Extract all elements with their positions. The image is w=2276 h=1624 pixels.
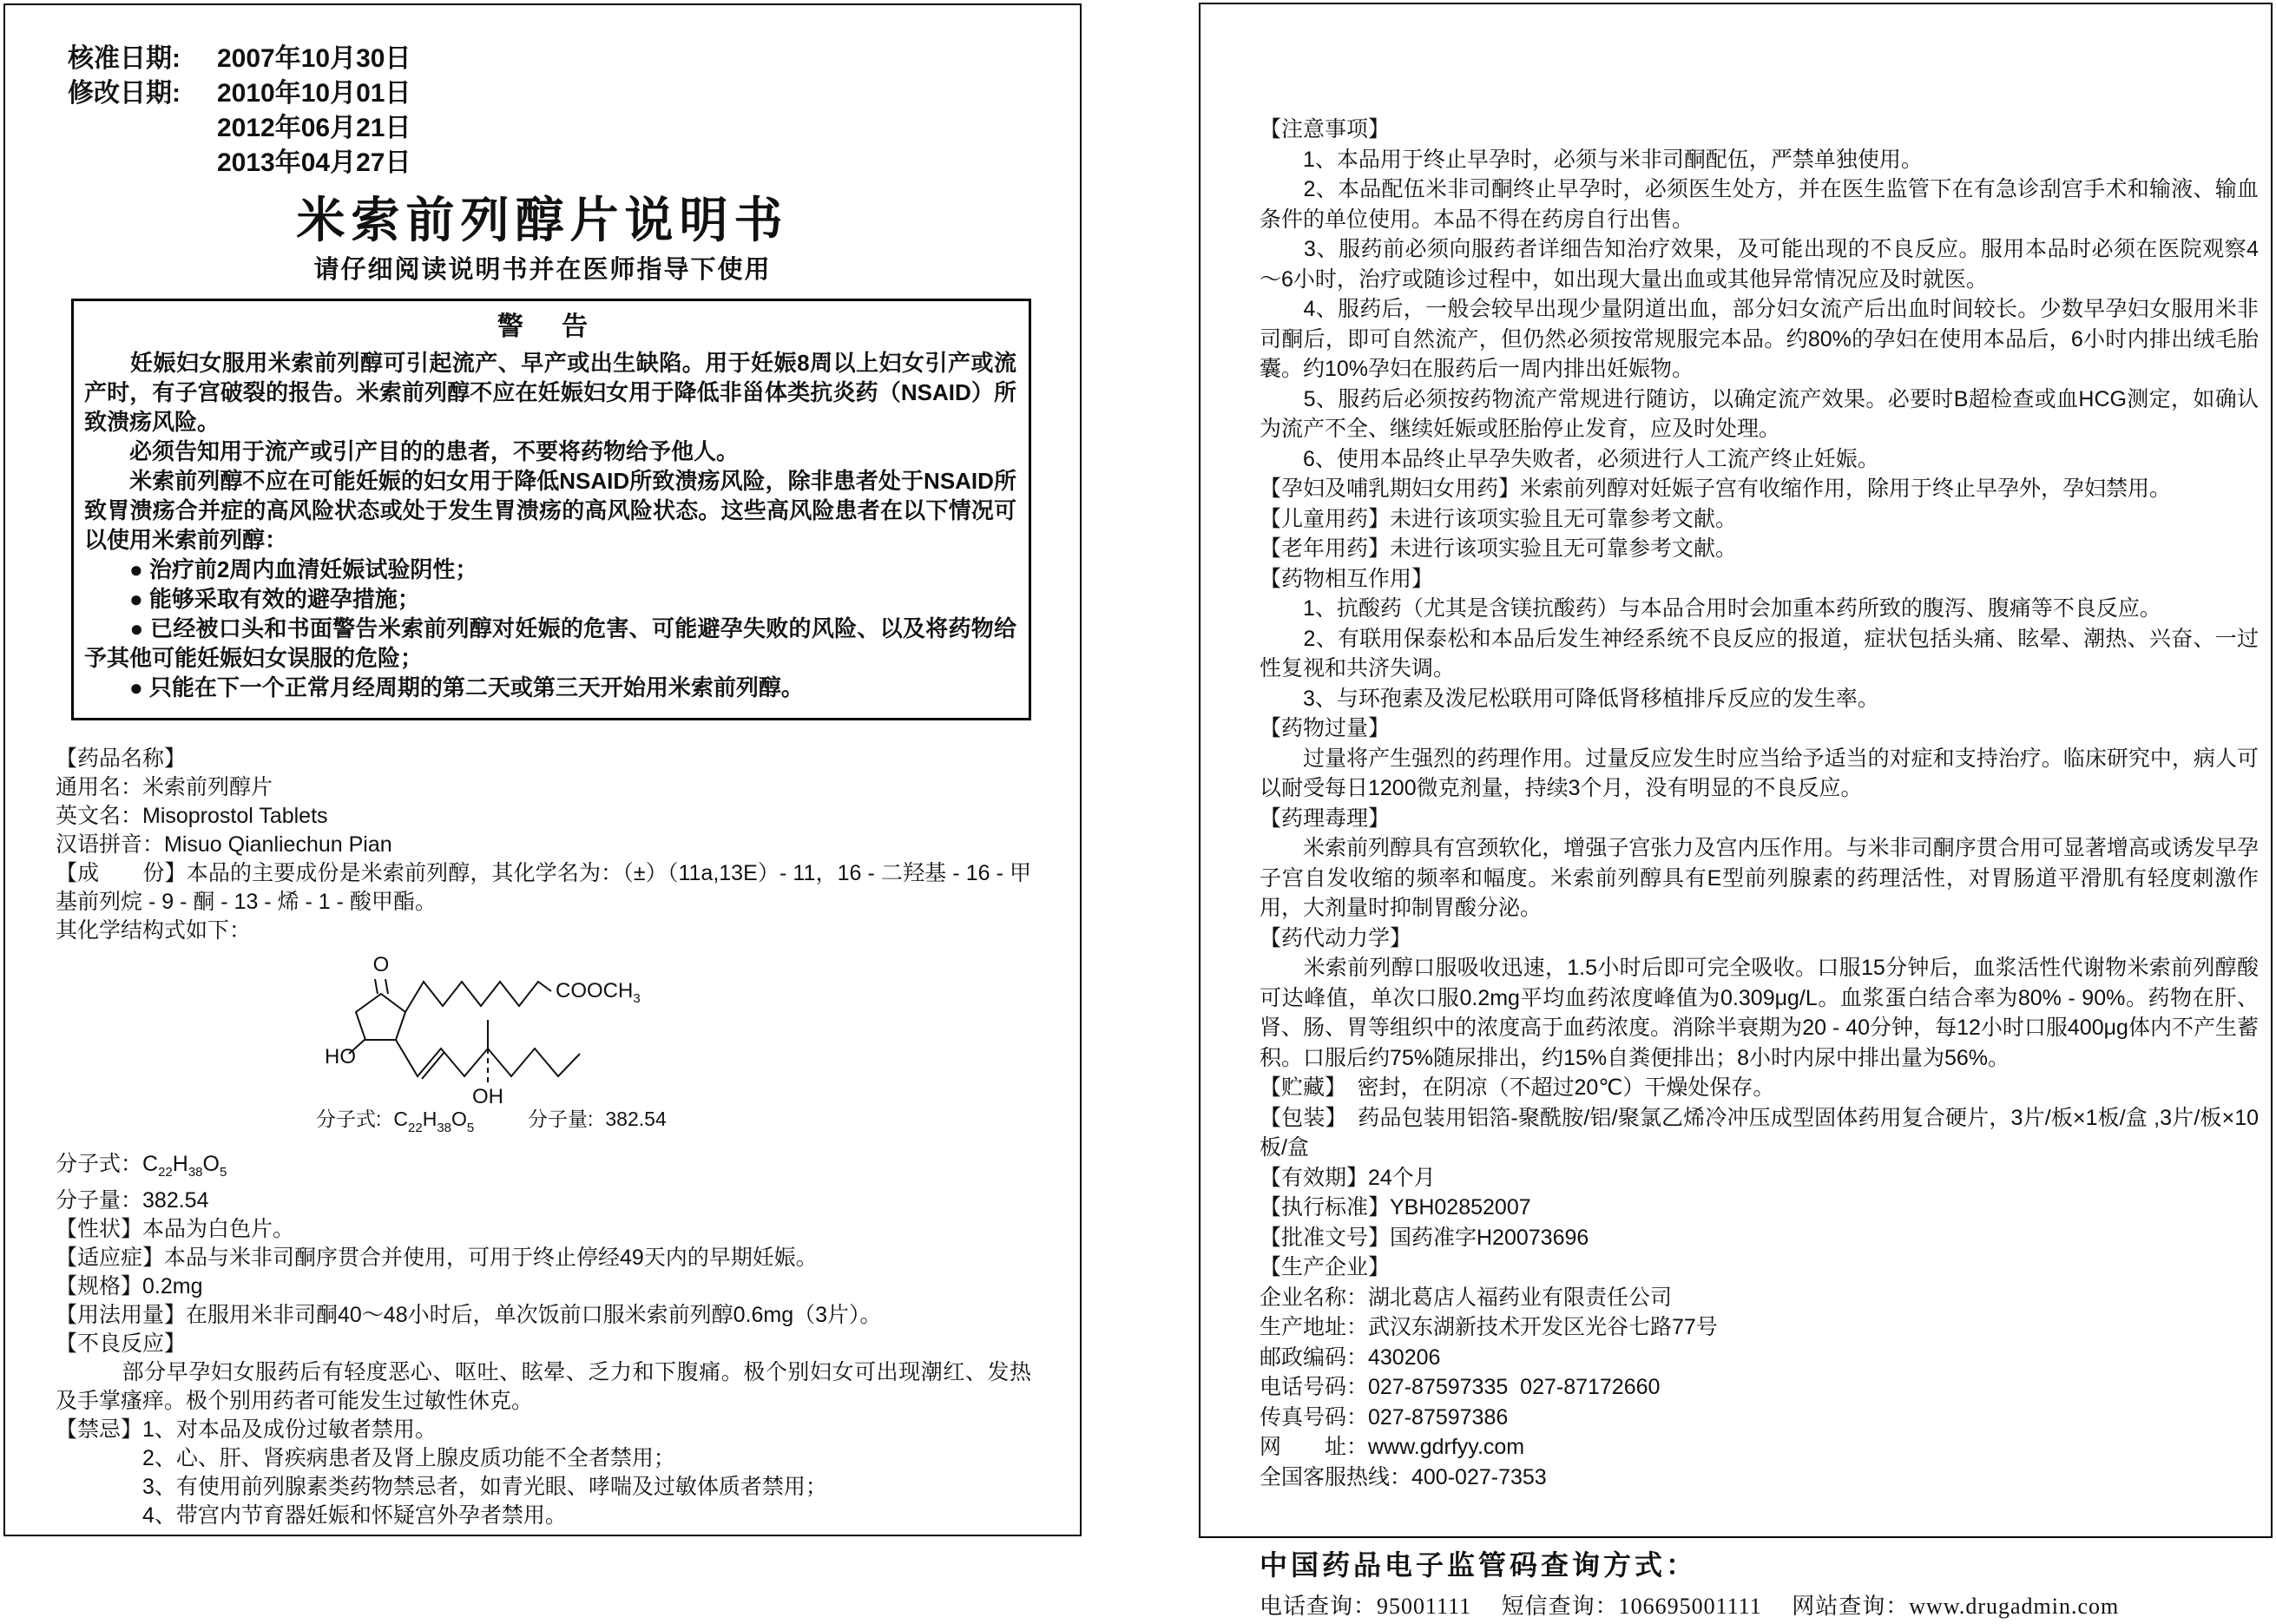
body-paragraph: 1、本品用于终止早孕时，必须与米非司酮配伍，严禁单独使用。 (1260, 147, 1923, 172)
body-paragraph: 2、心、肝、肾疾病患者及肾上腺皮质功能不全者禁用； (56, 1446, 675, 1470)
warning-box (71, 299, 1031, 720)
body-paragraph: 【禁忌】1、对本品及成份过敏者禁用。 (56, 1417, 437, 1442)
date-label: 核准日期: (68, 44, 181, 73)
body-paragraph: 3、与环孢素及泼尼松联用可降低肾移植排斥反应的发生率。 (1260, 686, 1879, 711)
date-row (68, 42, 1080, 76)
warning-paragraph: 米索前列醇不应在可能妊娠的妇女用于降低NSAID所致溃疡风险，除非患者处于NSAID所致胃溃疡合并症的高风险状态或处于发生胃溃疡的高风险状态。这些高风险患者在以下情况可以使用米索前列醇： (84, 468, 1016, 553)
date-label (68, 111, 217, 146)
body-paragraph: 米索前列醇口服吸收迅速，1.5小时后即可完全吸收。口服15分钟后，血浆活性代谢物米索前列醇酸可达峰值，单次口服0.2mg平均血药浓度峰值为0.309μg/L。血浆蛋白结合率为80% - 90%。药物在肝、肾、肠、胃等组织中的浓度高于血药浓度。消除半衰期为20 - 40分钟，每12小时口服400μg体内不产生蓄积。口服后约75%随尿排出，约15%自粪便排出；8小时内尿中排出量为56%。 (1260, 956, 2259, 1070)
body-paragraph: 【药品名称】 (56, 746, 187, 771)
body-paragraph: 【药理毒理】 (1260, 805, 1391, 831)
figure-weight-caption: 分子量: 382.54 (528, 1108, 667, 1130)
body-paragraph: 其化学结构式如下： (56, 918, 252, 943)
body-paragraph: 企业名称：湖北葛店人福药业有限责任公司 (1260, 1285, 1673, 1310)
body-paragraph: 【老年用药】未进行该项实验且无可靠参考文献。 (1260, 536, 1738, 561)
footer-query-line: 电话查询：95001111 短信查询：106695001111 网站查询：www.drugadmin.com (1260, 1594, 2120, 1619)
warning-title: 警 告 (497, 312, 604, 341)
date-row (68, 111, 1080, 146)
body-paragraph: 【不良反应】 (56, 1331, 187, 1356)
body-paragraph: 【有效期】24个月 (1260, 1165, 1436, 1190)
page-title: 米索前列醇片说明书 (296, 193, 789, 247)
date-value: 2013年04月27日 (217, 148, 411, 177)
body-paragraph: 部分早孕妇女服药后有轻度恶心、呕吐、眩晕、乏力和下腹痛。极个别妇女可出现潮红、发热及手掌瘙痒。极个别用药者可能发生过敏性休克。 (56, 1360, 1031, 1413)
leaflet-page-right (1199, 3, 2273, 1619)
body-paragraph: 【药物相互作用】 (1260, 566, 1434, 591)
body-paragraph: 【注意事项】 (1260, 117, 1391, 141)
body-paragraph: 1、抗酸药（尤其是含镁抗酸药）与本品合用时会加重本药所致的腹泻、腹痛等不良反应。 (1260, 596, 2161, 621)
date-value: 2010年10月01日 (217, 79, 411, 108)
warning-paragraph: ● 治疗前2周内血清妊娠试验阴性； (84, 556, 478, 582)
date-label (68, 146, 217, 181)
body-paragraph: 网 址：www.gdrfyy.com (1260, 1435, 1525, 1459)
body-paragraph: 6、使用本品终止早孕失败者，必须进行人工流产终止妊娠。 (1260, 446, 1879, 471)
oh-label: OH (472, 1085, 503, 1108)
body-paragraph: 【药物过量】 (1260, 716, 1391, 740)
right-body (1260, 115, 2259, 1492)
body-paragraph: 3、服药前必须向服药者详细告知治疗效果，及可能出现的不良反应。服用本品时必须在医院观察4～6小时，治疗或随诊过程中，如出现大量出血或其他异常情况应及时就医。 (1260, 237, 2259, 292)
drug-name-and-composition (56, 745, 1031, 945)
body-paragraph: 【包装】 药品包装用铝箔-聚酰胺/铝/聚氯乙烯冷冲压成型固体药用复合硬片，3片/板×1板/盒 ,3片/板×10板/盒 (1260, 1105, 2259, 1160)
warning-paragraphs (84, 348, 1016, 702)
body-paragraph: 生产地址：武汉东湖新技术开发区光谷七路77号 (1260, 1315, 1718, 1339)
leaflet-page-left (3, 3, 1082, 1536)
body-paragraph: 4、服药后，一般会较早出现少量阴道出血，部分妇女流产后出血时间较长。少数早孕妇女服用米非司酮后，即可自然流产，但仍然必须按常规服完本品。约80%的孕妇在使用本品后，6小时内排出绒毛胎囊。约10%孕妇在服药后一周内排出妊娠物。 (1260, 297, 2259, 381)
body-paragraph: 【生产企业】 (1260, 1255, 1391, 1279)
date-value: 2012年06月21日 (217, 114, 411, 142)
body-paragraph: 2、有联用保泰松和本品后发生神经系统不良反应的报道，症状包括头痛、眩晕、潮热、兴奋、一过性复视和共济失调。 (1260, 626, 2259, 681)
body-paragraph: 【用法用量】在服用米非司酮40～48小时后，单次饭前口服米索前列醇0.6mg（3片）。 (56, 1303, 882, 1327)
body-paragraph: 【成 份】本品的主要成份是米索前列醇，其化学名为：（±）（11a,13E）- 11，16 - 二羟基 - 16 - 甲基前列烷 - 9 - 酮 - 13 - 烯 - 1 - 酸甲酯。 (56, 861, 1031, 914)
date-label: 修改日期: (68, 79, 181, 108)
ho-label: HO (325, 1045, 356, 1068)
ketone-o-label: O (372, 953, 390, 976)
body-paragraph: 【孕妇及哺乳期妇女用药】米索前列醇对妊娠子宫有收缩作用，除用于终止早孕外，孕妇禁用。 (1260, 477, 2172, 501)
body-paragraph: 米索前列醇具有宫颈软化，增强子宫张力及宫内压作用。与米非司酮序贯合用可显著增高或诱发早孕子宫自发收缩的频率和幅度。米索前列醇具有E型前列腺素的药理活性，对胃肠道平滑肌有轻度刺激作用，大剂量时抑制胃酸分泌。 (1260, 836, 2259, 920)
body-paragraph: 【批准文号】国药准字H20073696 (1260, 1225, 1589, 1250)
date-value: 2007年10月30日 (217, 44, 411, 73)
figure-formula-caption: 分子式: $C_{22}H_{38}O_5$ (316, 1108, 475, 1135)
body-paragraph: 电话号码：027-87597335 027-87172660 (1260, 1375, 1661, 1399)
molecular-weight-line: 分子量：382.54 (56, 1188, 209, 1213)
properties-and-contraindications (56, 1215, 1031, 1530)
body-paragraph: 通用名：米索前列醇片 (56, 775, 273, 799)
body-paragraph: 过量将产生强烈的药理作用。过量反应发生时应当给予适当的对症和支持治疗。临床研究中，病人可以耐受每日1200微克剂量，持续3个月，没有明显的不良反应。 (1260, 746, 2259, 800)
body-paragraph: 4、带宫内节育器妊娠和怀疑宫外孕者禁用。 (56, 1503, 567, 1528)
page-subtitle: 请仔细阅读说明书并在医师指导下使用 (313, 256, 772, 284)
body-paragraph: 汉语拼音：Misuo Qianliechun Pian (56, 832, 392, 857)
body-paragraph: 5、服药后必须按药物流产常规进行随访，以确定流产效果。必要时B超检查或血HCG测定，如确认为流产不全、继续妊娠或胚胎停止发育，应及时处理。 (1260, 386, 2259, 441)
warning-paragraph: ● 已经被口头和书面警告米索前列醇对妊娠的危害、可能避孕失败的风险、以及将药物给予其他可能妊娠妇女误服的危险； (84, 615, 1016, 671)
body-paragraph: 传真号码：027-87597386 (1260, 1404, 1509, 1430)
regulatory-code-footer (1260, 1546, 2259, 1624)
ester-group-label: $COOCH_3$ (556, 979, 641, 1006)
body-paragraph: 【适应症】本品与米非司酮序贯合并使用，可用于终止停经49天内的早期妊娠。 (56, 1246, 818, 1270)
body-paragraph: 【儿童用药】未进行该项实验且无可靠参考文献。 (1260, 506, 1738, 531)
chemical-structure-figure (262, 950, 696, 1146)
body-paragraph: 邮政编码：430206 (1260, 1345, 1441, 1370)
body-paragraph: 【规格】0.2mg (56, 1274, 203, 1299)
body-paragraph: 【药代动力学】 (1260, 925, 1412, 950)
warning-paragraph: ● 只能在下一个正常月经周期的第二天或第三天开始用米索前列醇。 (84, 674, 804, 700)
molecular-formula-line: 分子式：$C_{22}H_{38}O_5$ (56, 1152, 227, 1180)
body-paragraph: 全国客服热线：400-027-7353 (1260, 1464, 1547, 1489)
body-paragraph: 2、本品配伍米非司酮终止早孕时，必须医生处方，并在医生监管下在有急诊刮宫手术和输液、输血条件的单位使用。本品不得在药房自行出售。 (1260, 177, 2259, 232)
body-paragraph: 3、有使用前列腺素类药物禁忌者，如青光眼、哮喘及过敏体质者禁用； (56, 1475, 827, 1499)
body-paragraph: 英文名：Misoprostol Tablets (56, 804, 328, 828)
footer-heading: 中国药品电子监管码查询方式： (1260, 1549, 1698, 1581)
warning-paragraph: 妊娠妇女服用米索前列醇可引起流产、早产或出生缺陷。用于妊娠8周以上妇女引产或流产时，有子宫破裂的报告。米索前列醇不应在妊娠妇女用于降低非甾体类抗炎药（NSAID）所致溃疡风险。 (84, 350, 1016, 435)
date-row (68, 146, 1080, 181)
warning-paragraph: 必须告知用于流产或引产目的的患者，不要将药物给予他人。 (84, 438, 740, 464)
body-paragraph: 【性状】本品为白色片。 (56, 1217, 295, 1241)
warning-paragraph: ● 能够采取有效的避孕措施； (84, 586, 420, 612)
body-paragraph: 【执行标准】YBH02852007 (1260, 1195, 1531, 1220)
left-body (56, 745, 1031, 1530)
approval-dates (68, 42, 1080, 181)
date-row (68, 76, 1080, 111)
body-paragraph: 【贮藏】 密封，在阴凉（不超过20℃）干燥处保存。 (1260, 1075, 1775, 1100)
